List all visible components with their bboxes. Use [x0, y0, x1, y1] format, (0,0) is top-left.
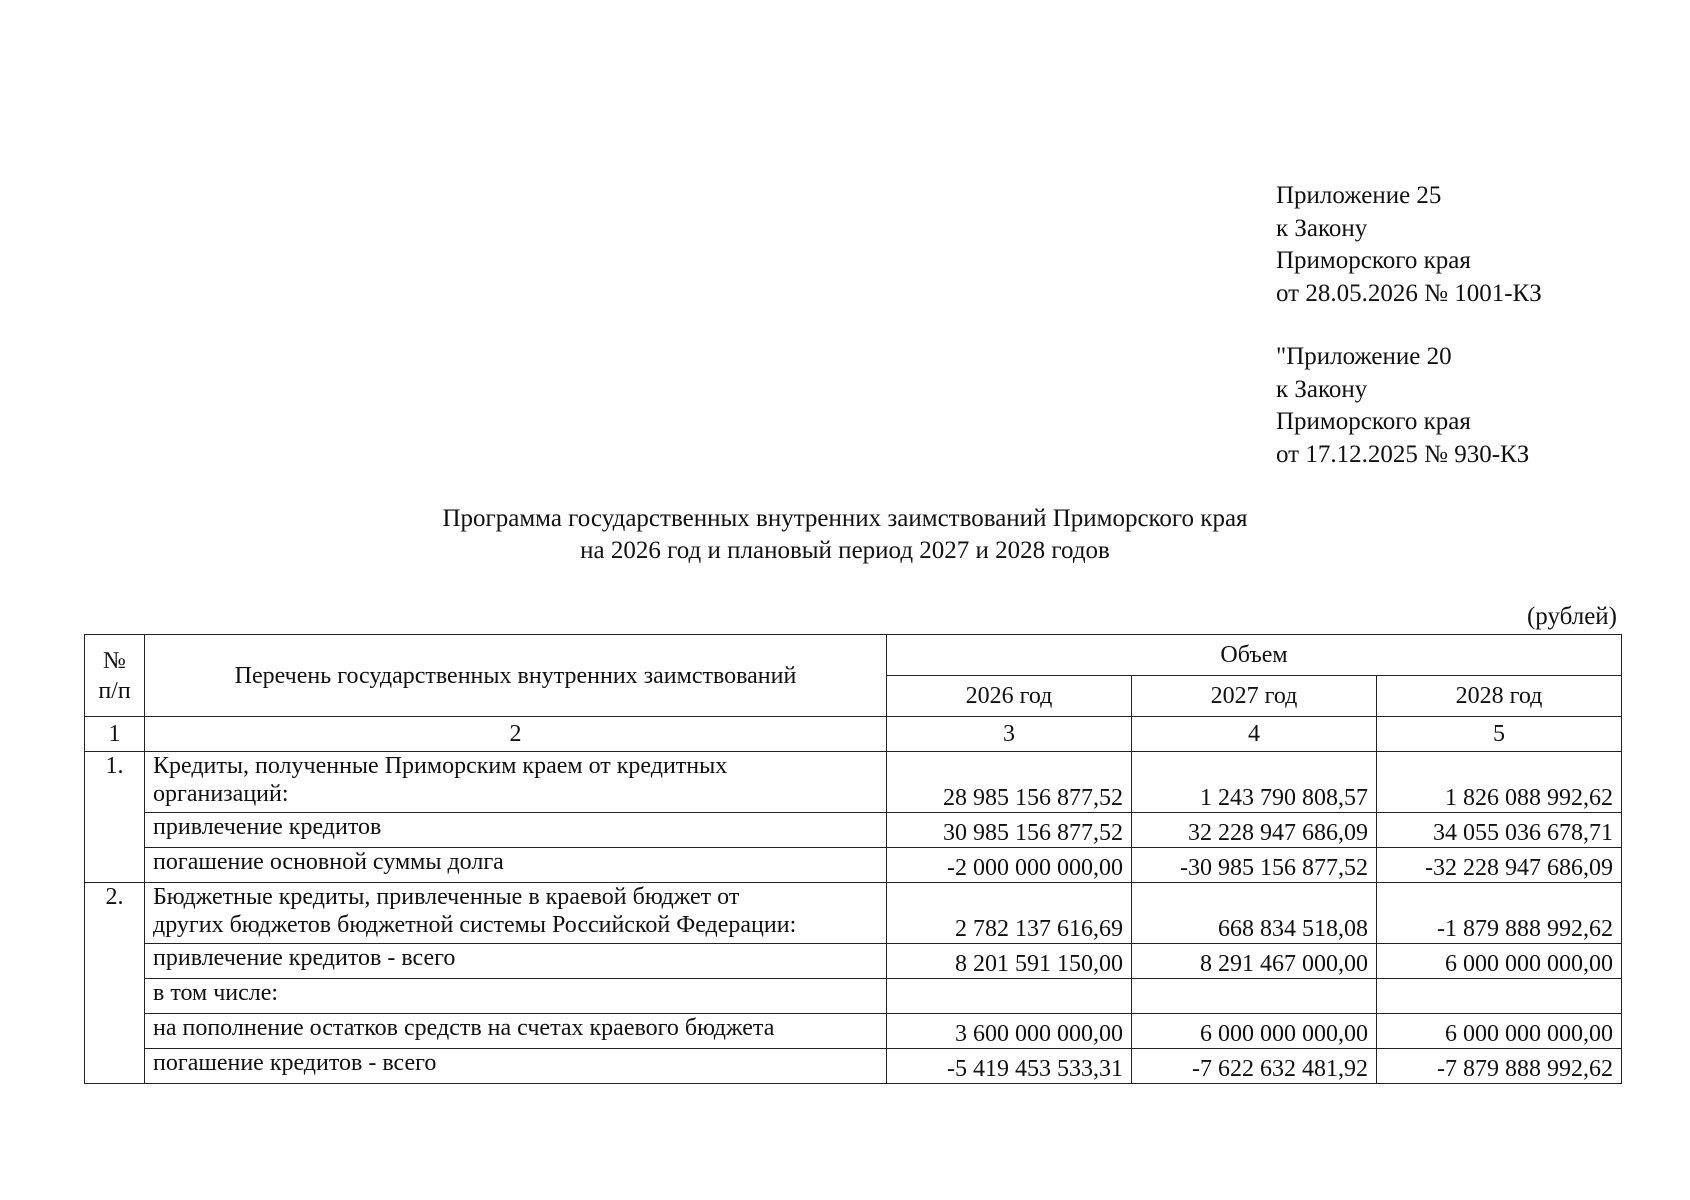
section-number: 1. [85, 752, 145, 883]
value-2026: 28 985 156 877,52 [887, 752, 1132, 813]
row-label: погашение основной суммы долга [145, 848, 887, 883]
annex-line: Приморского края [1276, 247, 1471, 274]
value-2028: 6 000 000 000,00 [1377, 1014, 1622, 1049]
value-2026: -2 000 000 000,00 [887, 848, 1132, 883]
row-label: Бюджетные кредиты, привлеченные в краевой бюджет от других бюджетов бюджетной системы Российской Федерации: [145, 883, 887, 944]
column-number: 2 [145, 717, 887, 752]
table-row [85, 848, 1622, 883]
annex-line: "Приложение 20 [1276, 343, 1452, 370]
table-row [85, 944, 1622, 979]
value-2026: 2 782 137 616,69 [887, 883, 1132, 944]
table-row [85, 752, 1622, 813]
unit-label: (рублей) [1526, 603, 1617, 630]
value-2028: 1 826 088 992,62 [1377, 752, 1622, 813]
row-label: погашение кредитов - всего [145, 1049, 887, 1084]
annex-current-reference [1276, 180, 1542, 310]
annex-line: Приложение 25 [1276, 182, 1442, 209]
table-row [85, 1014, 1622, 1049]
annex-line: от 28.05.2026 № 1001-КЗ [1276, 279, 1542, 307]
value-2027: -7 622 632 481,92 [1132, 1049, 1377, 1084]
header-volume: Объем [887, 635, 1622, 676]
value-2028: -7 879 888 992,62 [1377, 1049, 1622, 1084]
annex-line: к Закону [1276, 375, 1368, 403]
annex-line: Приморского края [1276, 408, 1471, 435]
value-2028: -32 228 947 686,09 [1377, 848, 1622, 883]
row-label: привлечение кредитов [145, 813, 887, 848]
value-2028 [1377, 979, 1622, 1014]
title-line-1: Программа государственных внутренних заимствований Приморского края [442, 505, 1248, 532]
section-number: 2. [85, 883, 145, 1084]
row-label: привлечение кредитов - всего [145, 944, 887, 979]
value-2026: 30 985 156 877,52 [887, 813, 1132, 848]
value-2028: 6 000 000 000,00 [1377, 944, 1622, 979]
value-2026: -5 419 453 533,31 [887, 1049, 1132, 1084]
column-number: 5 [1377, 717, 1622, 752]
value-2028: 34 055 036 678,71 [1377, 813, 1622, 848]
header-year-2028: 2028 год [1377, 676, 1622, 717]
column-number: 4 [1132, 717, 1377, 752]
value-2027: -30 985 156 877,52 [1132, 848, 1377, 883]
table-row [85, 1049, 1622, 1084]
header-no: № п/п [85, 635, 145, 717]
document-title [0, 503, 1690, 567]
value-2026: 3 600 000 000,00 [887, 1014, 1132, 1049]
value-2027: 6 000 000 000,00 [1132, 1014, 1377, 1049]
header-list: Перечень государственных внутренних заимствований [145, 635, 887, 717]
value-2028: -1 879 888 992,62 [1377, 883, 1622, 944]
header-row-1 [85, 635, 1622, 676]
value-2027: 32 228 947 686,09 [1132, 813, 1377, 848]
column-numbers-row [85, 717, 1622, 752]
value-2026: 8 201 591 150,00 [887, 944, 1132, 979]
value-2026 [887, 979, 1132, 1014]
table-row [85, 883, 1622, 944]
annex-previous-reference [1276, 341, 1529, 471]
value-2027 [1132, 979, 1377, 1014]
column-number: 1 [85, 717, 145, 752]
row-label: на пополнение остатков средств на счетах краевого бюджета [145, 1014, 887, 1049]
annex-line: от 17.12.2025 № 930-КЗ [1276, 440, 1530, 468]
value-2027: 668 834 518,08 [1132, 883, 1377, 944]
row-label: в том числе: [145, 979, 887, 1014]
row-label: Кредиты, полученные Приморским краем от кредитных организаций: [145, 752, 887, 813]
borrowings-table [84, 634, 1622, 1084]
title-line-2: на 2026 год и плановый период 2027 и 2028 годов [580, 537, 1110, 564]
table-row [85, 813, 1622, 848]
table-row [85, 979, 1622, 1014]
value-2027: 1 243 790 808,57 [1132, 752, 1377, 813]
header-year-2026: 2026 год [887, 676, 1132, 717]
value-2027: 8 291 467 000,00 [1132, 944, 1377, 979]
column-number: 3 [887, 717, 1132, 752]
annex-line: к Закону [1276, 214, 1368, 242]
header-year-2027: 2027 год [1132, 676, 1377, 717]
